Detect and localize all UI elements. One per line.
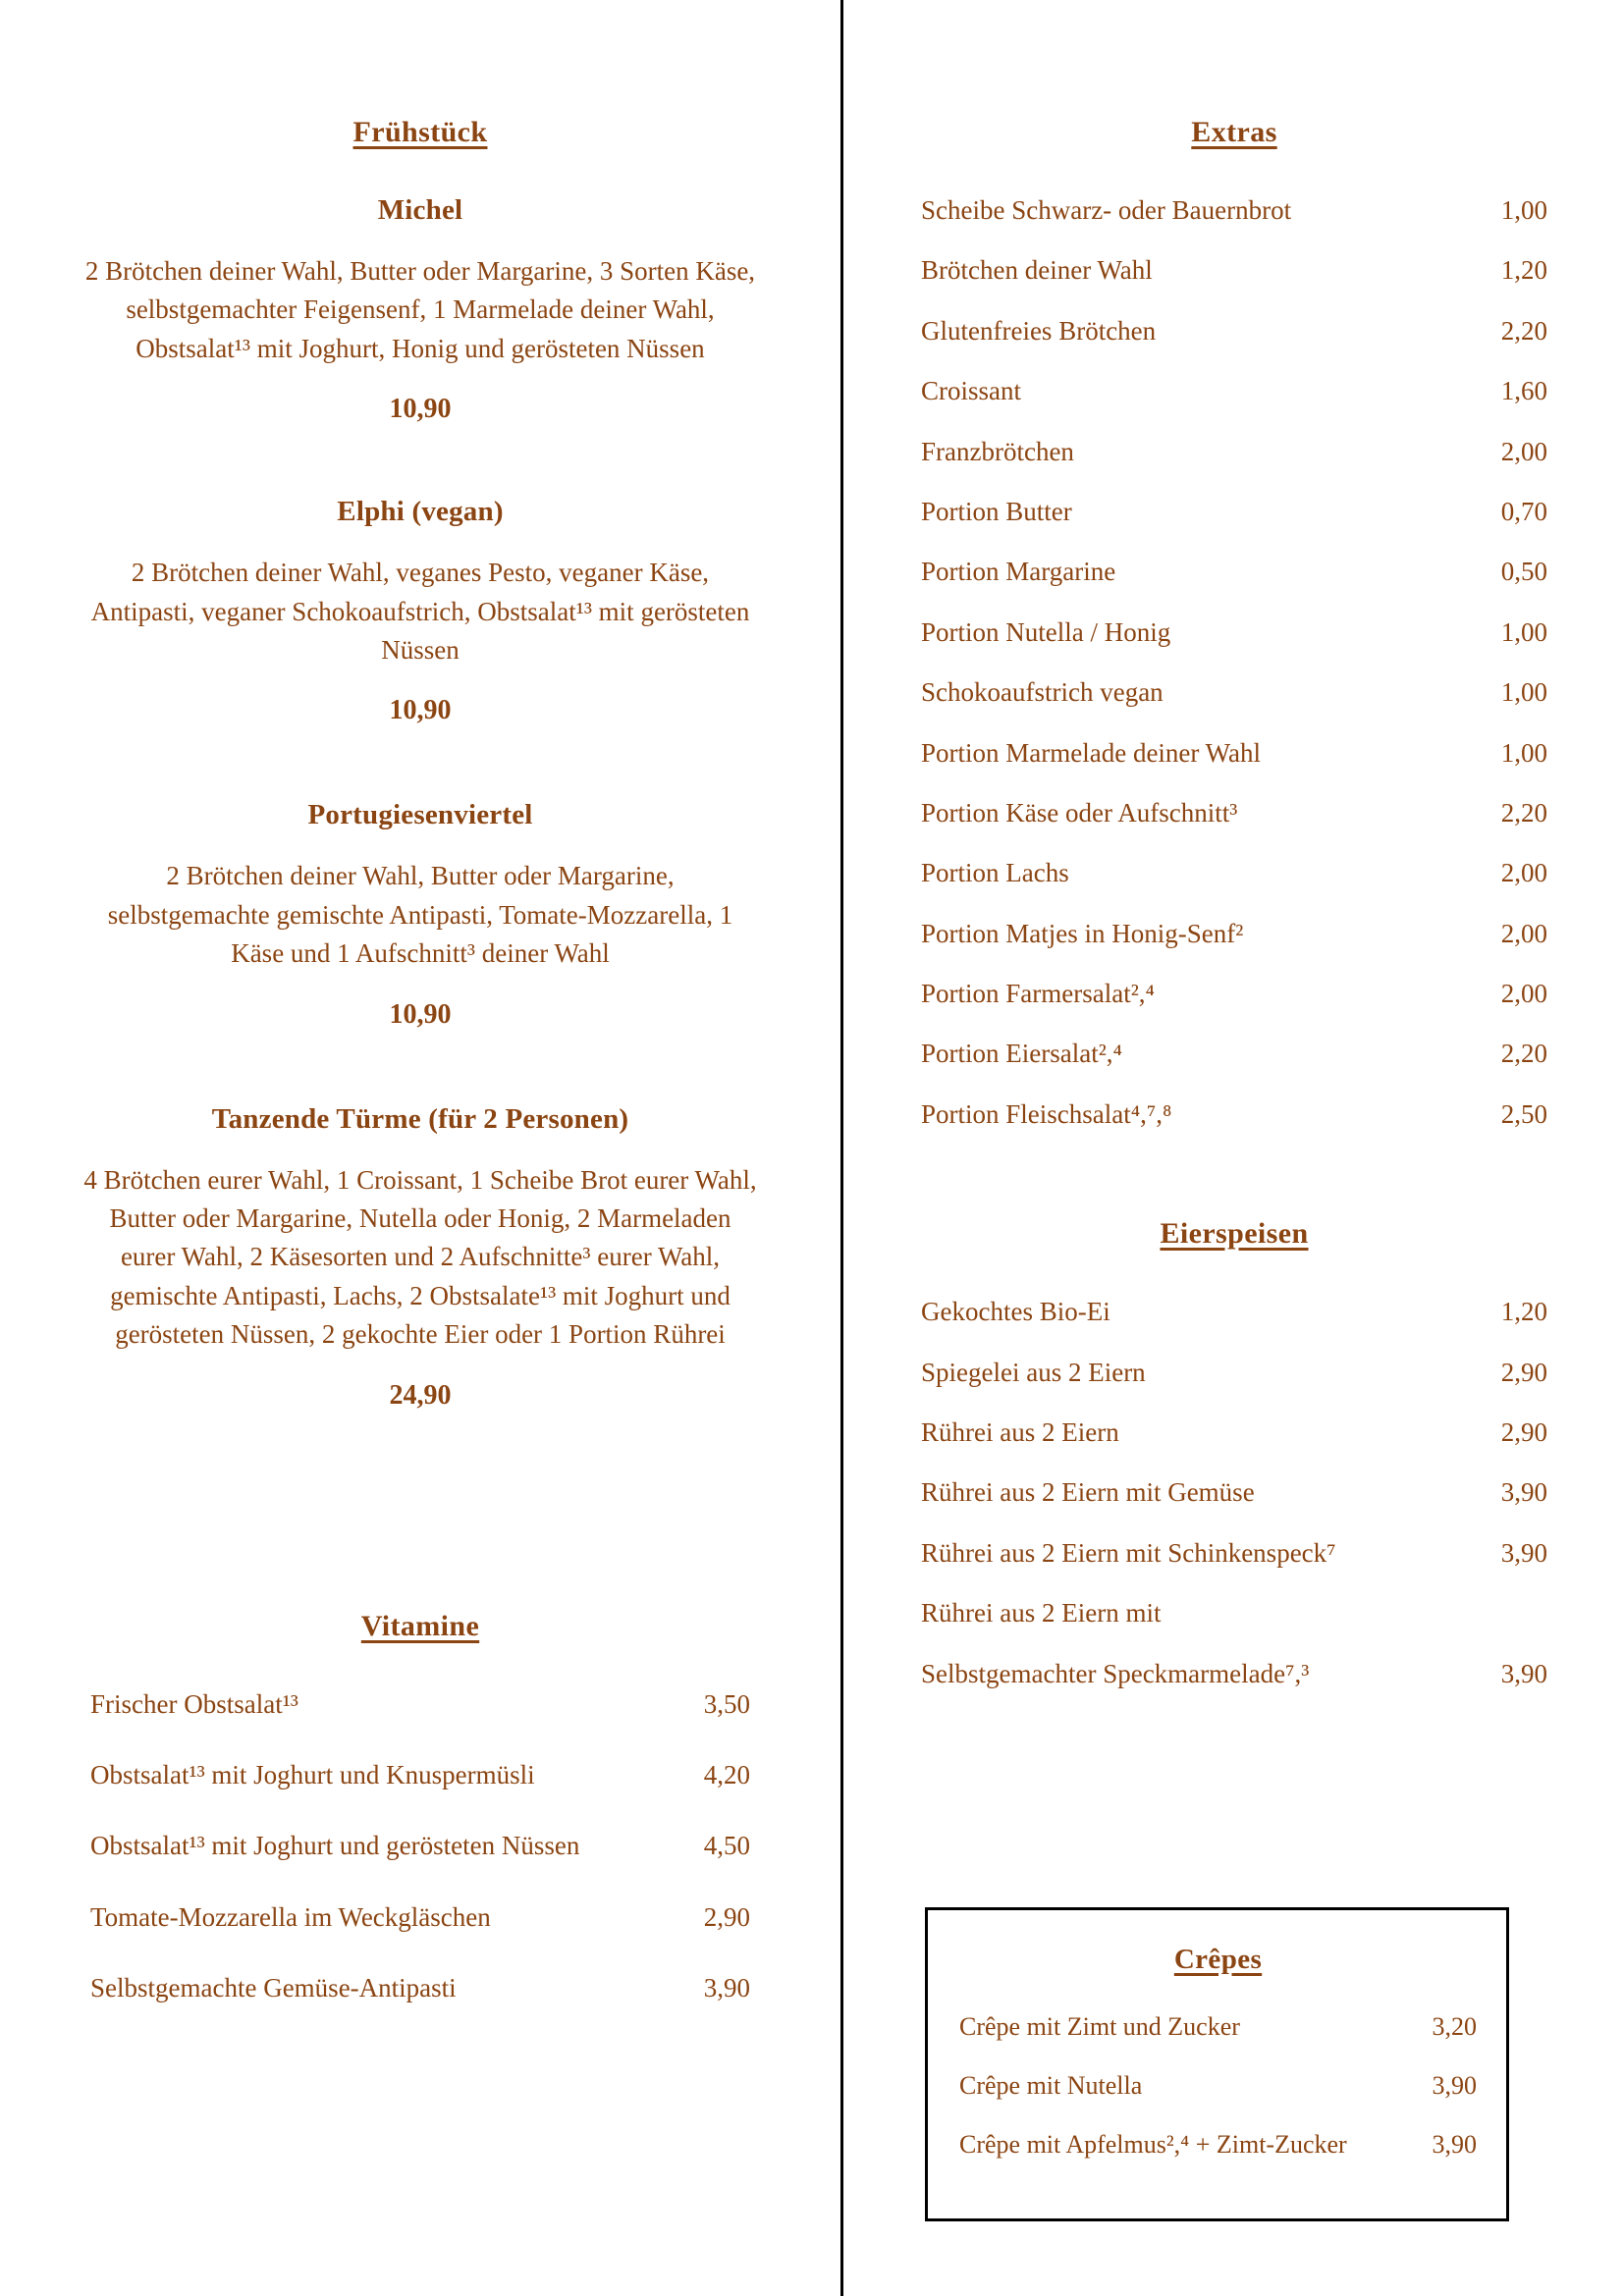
menu-row bbox=[959, 2129, 1477, 2160]
item-price: 3,90 bbox=[1432, 2130, 1477, 2160]
menu-row bbox=[921, 1357, 1547, 1388]
item-price: 3,90 bbox=[1500, 1477, 1547, 1508]
menu-row bbox=[921, 1537, 1547, 1569]
menu-row bbox=[921, 1038, 1547, 1069]
item-price: 2,90 bbox=[1500, 1417, 1547, 1448]
item-price: 1,60 bbox=[1500, 376, 1547, 406]
section-heading-extras: Extras bbox=[1191, 116, 1277, 148]
item-label-line2: Selbstgemachter Speckmarmelade⁷,³ bbox=[921, 1658, 1310, 1688]
eierspeisen-list bbox=[921, 1296, 1547, 1689]
combo-item bbox=[77, 1103, 764, 1412]
combo-title: Elphi (vegan) bbox=[337, 496, 504, 528]
menu-row-wrapped bbox=[921, 1597, 1547, 1689]
item-label: Spiegelei aus 2 Eiern bbox=[921, 1357, 1146, 1387]
item-price: 2,20 bbox=[1500, 797, 1547, 828]
combo-description: 2 Brötchen deiner Wahl, veganes Pesto, veganer Käse, Antipasti, veganer Schokoaufstrich, Obstsalat¹³ mit gerösteten Nüssen bbox=[90, 558, 750, 666]
item-price: 0,50 bbox=[1500, 557, 1547, 587]
item-label: Portion Matjes in Honig-Senf² bbox=[921, 918, 1244, 948]
menu-row bbox=[921, 797, 1547, 828]
item-label: Portion Margarine bbox=[921, 557, 1116, 587]
menu-row bbox=[959, 2011, 1477, 2042]
item-price: 2,90 bbox=[1500, 1357, 1547, 1387]
item-label: Schokoaufstrich vegan bbox=[921, 677, 1164, 708]
spacer bbox=[921, 1158, 1547, 1217]
item-label: Obstsalat¹³ mit Joghurt und gerösteten Nüssen bbox=[90, 1831, 580, 1861]
combo-item bbox=[77, 799, 764, 1030]
item-label: Rührei aus 2 Eiern mit Schinkenspeck⁷ bbox=[921, 1537, 1336, 1568]
item-price: 2,00 bbox=[1500, 858, 1547, 888]
menu-row bbox=[921, 616, 1547, 648]
item-label: Portion Marmelade deiner Wahl bbox=[921, 737, 1261, 768]
item-price: 1,00 bbox=[1500, 677, 1547, 708]
item-label: Crêpe mit Apfelmus²,⁴ + Zimt-Zucker bbox=[959, 2130, 1347, 2160]
menu-row bbox=[921, 737, 1547, 769]
menu-row bbox=[921, 1416, 1547, 1448]
item-label: Selbstgemachte Gemüse-Antipasti bbox=[90, 1973, 457, 2003]
item-label-line2-row bbox=[921, 1658, 1547, 1689]
item-label: Glutenfreies Brötchen bbox=[921, 315, 1157, 346]
item-label: Rührei aus 2 Eiern bbox=[921, 1417, 1119, 1448]
item-price: 3,90 bbox=[1432, 2071, 1477, 2101]
combo-title: Portugiesenviertel bbox=[307, 799, 533, 831]
item-price: 1,20 bbox=[1500, 255, 1547, 286]
menu-row bbox=[90, 1830, 750, 1861]
item-label-line1: Rührei aus 2 Eiern mit bbox=[921, 1598, 1162, 1629]
combo-item bbox=[77, 496, 764, 726]
combo-item bbox=[77, 194, 764, 425]
item-price: 2,20 bbox=[1500, 1039, 1547, 1069]
menu-row bbox=[921, 436, 1547, 467]
item-label: Portion Farmersalat²,⁴ bbox=[921, 979, 1155, 1009]
item-label: Portion Lachs bbox=[921, 858, 1069, 888]
item-price: 2,00 bbox=[1500, 918, 1547, 948]
item-price: 3,20 bbox=[1432, 2012, 1477, 2041]
section-heading-eierspeisen: Eierspeisen bbox=[1160, 1217, 1309, 1251]
combo-title: Tanzende Türme (für 2 Personen) bbox=[211, 1102, 629, 1135]
item-label: Tomate-Mozzarella im Weckgläschen bbox=[90, 1901, 491, 1932]
combo-description: 4 Brötchen eurer Wahl, 1 Croissant, 1 Scheibe Brot eurer Wahl, Butter oder Margarine, Nutella oder Honig, 2 Marmeladen eurer Wahl, 2 Käsesorten und 2 Aufschnitte³ eurer Wahl, gemischte Antipasti, Lachs, 2 Obstsalate¹³ mit Joghurt und gerösteten Nüssen, 2 gekochte Eier oder 1 Portion Rührei bbox=[83, 1164, 757, 1350]
combo-price: 24,90 bbox=[389, 1379, 452, 1411]
section-heading-fruehstueck: Frühstück bbox=[352, 116, 488, 148]
menu-row bbox=[921, 1098, 1547, 1130]
combo-price: 10,90 bbox=[389, 695, 452, 726]
item-label: Crêpe mit Zimt und Zucker bbox=[959, 2012, 1240, 2041]
item-price: 1,20 bbox=[1500, 1297, 1547, 1327]
item-price: 1,00 bbox=[1500, 737, 1547, 768]
item-label: Portion Fleischsalat⁴,⁷,⁸ bbox=[921, 1098, 1172, 1129]
combo-description: 2 Brötchen deiner Wahl, Butter oder Margarine, 3 Sorten Käse, selbstgemachter Feigensenf, 1 Marmelade deiner Wahl, Obstsalat¹³ mit Joghurt, Honig und gerösteten Nüssen bbox=[84, 256, 756, 363]
menu-row bbox=[921, 375, 1547, 406]
item-label: Brötchen deiner Wahl bbox=[921, 255, 1153, 286]
item-label: Crêpe mit Nutella bbox=[959, 2071, 1143, 2101]
item-price: 4,20 bbox=[703, 1760, 750, 1790]
item-price: 1,00 bbox=[1500, 616, 1547, 647]
item-price: 2,50 bbox=[1500, 1098, 1547, 1129]
item-label: Croissant bbox=[921, 376, 1022, 406]
extras-list bbox=[921, 194, 1547, 1130]
combo-price: 10,90 bbox=[389, 998, 452, 1030]
item-price: 2,90 bbox=[703, 1901, 750, 1932]
combo-description: 2 Brötchen deiner Wahl, Butter oder Margarine, selbstgemachte gemischte Antipasti, Tomate-Mozzarella, 1 Käse und 1 Aufschnitt³ deiner Wahl bbox=[107, 861, 733, 969]
section-heading-crepes: Crêpes bbox=[1173, 1944, 1263, 1975]
item-price: 4,50 bbox=[703, 1831, 750, 1861]
menu-row bbox=[921, 254, 1547, 286]
menu-row bbox=[90, 1901, 750, 1933]
item-label: Franzbrötchen bbox=[921, 436, 1074, 466]
menu-row bbox=[921, 496, 1547, 527]
item-price: 3,90 bbox=[1500, 1537, 1547, 1568]
item-label: Portion Butter bbox=[921, 496, 1072, 526]
item-price: 2,20 bbox=[1500, 315, 1547, 346]
crepes-box bbox=[925, 1907, 1509, 2221]
combo-price: 10,90 bbox=[389, 394, 452, 425]
menu-row bbox=[90, 1972, 750, 2003]
vitamine-list bbox=[77, 1688, 764, 2004]
menu-row bbox=[921, 1476, 1547, 1508]
spacer bbox=[77, 1484, 764, 1610]
section-heading-vitamine: Vitamine bbox=[360, 1609, 480, 1642]
item-label: Gekochtes Bio-Ei bbox=[921, 1297, 1110, 1327]
menu-row bbox=[90, 1688, 750, 1720]
menu-row bbox=[921, 857, 1547, 888]
item-label: Obstsalat¹³ mit Joghurt und Knuspermüsli bbox=[90, 1760, 535, 1790]
item-price: 3,90 bbox=[1500, 1658, 1547, 1688]
menu-row bbox=[959, 2070, 1477, 2101]
menu-row bbox=[921, 556, 1547, 587]
menu-row bbox=[921, 1296, 1547, 1327]
menu-row bbox=[921, 978, 1547, 1009]
combo-title: Michel bbox=[377, 194, 463, 226]
item-label: Frischer Obstsalat¹³ bbox=[90, 1688, 298, 1719]
menu-row bbox=[921, 676, 1547, 708]
crepes-list bbox=[959, 2011, 1477, 2161]
item-label: Scheibe Schwarz- oder Bauernbrot bbox=[921, 195, 1292, 225]
item-label: Rührei aus 2 Eiern mit Gemüse bbox=[921, 1477, 1255, 1508]
menu-row bbox=[921, 315, 1547, 347]
item-label: Portion Nutella / Honig bbox=[921, 616, 1171, 647]
item-label: Portion Eiersalat²,⁴ bbox=[921, 1039, 1122, 1069]
item-label: Portion Käse oder Aufschnitt³ bbox=[921, 797, 1238, 828]
item-price: 3,90 bbox=[703, 1973, 750, 2003]
item-price: 2,00 bbox=[1500, 436, 1547, 466]
item-price: 3,50 bbox=[703, 1688, 750, 1719]
item-price: 2,00 bbox=[1500, 979, 1547, 1009]
item-price: 1,00 bbox=[1500, 195, 1547, 225]
menu-row bbox=[90, 1759, 750, 1790]
menu-row bbox=[921, 194, 1547, 226]
menu-row bbox=[921, 918, 1547, 949]
item-price: 0,70 bbox=[1500, 496, 1547, 526]
